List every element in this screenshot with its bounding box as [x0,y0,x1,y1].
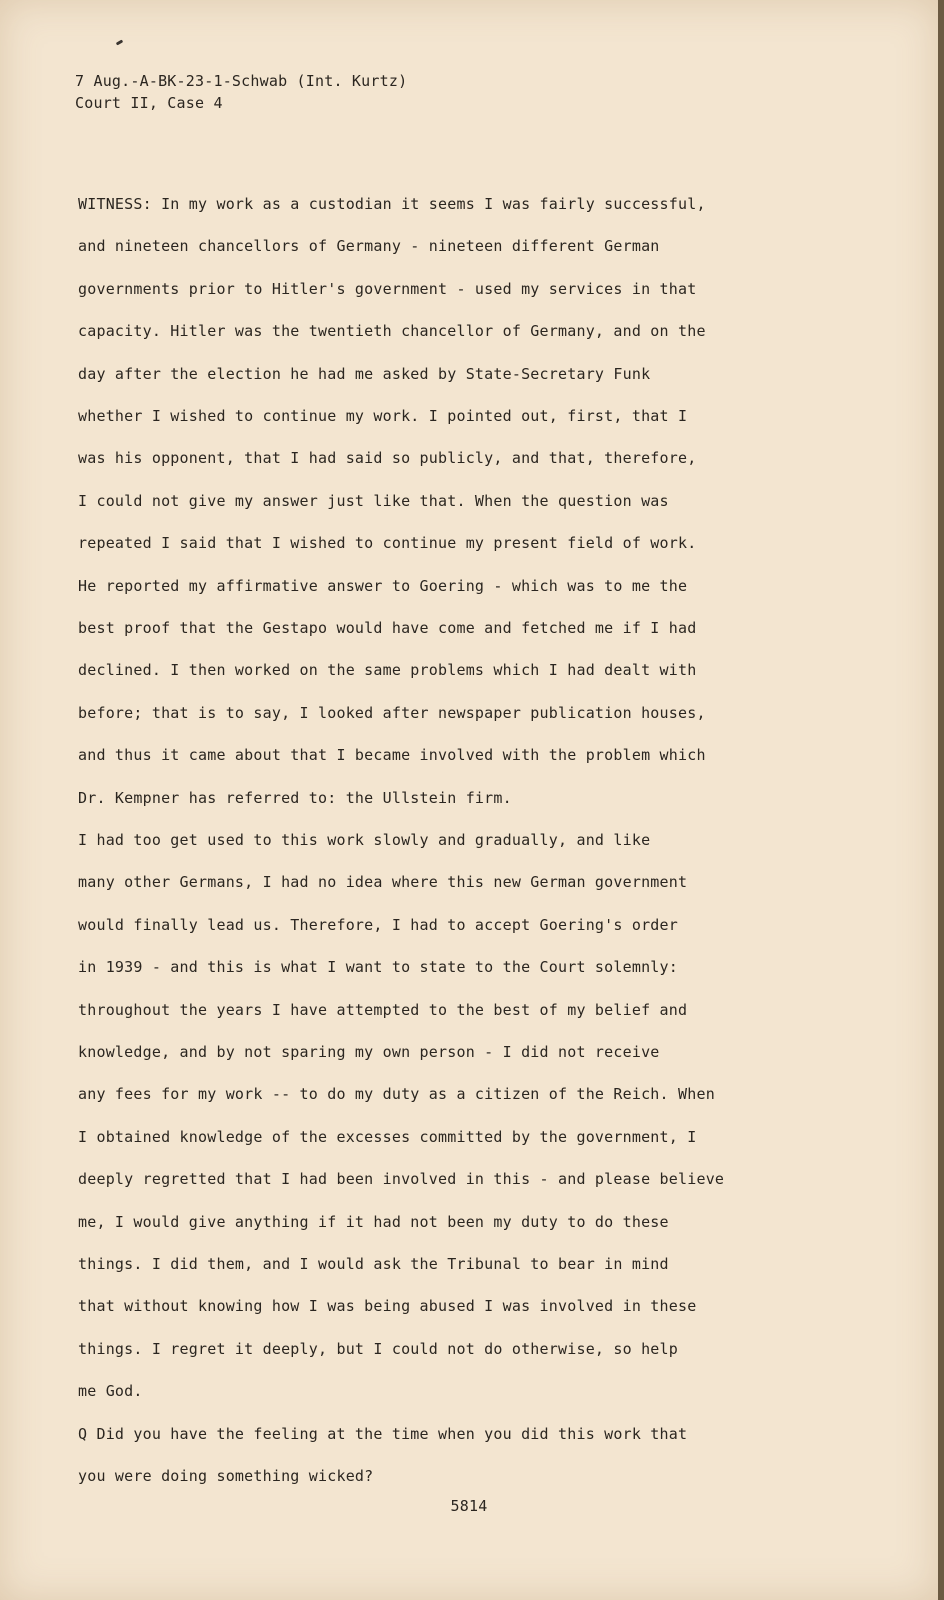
body-line: Q Did you have the feeling at the time when you did this work that [78,1424,688,1443]
body-line: repeated I said that I wished to continue my present field of work. [78,534,697,553]
body-line: things. I regret it deeply, but I could not do otherwise, so help [78,1339,678,1358]
body-line: capacity. Hitler was the twentieth chancellor of Germany, and on the [78,322,706,341]
body-line: would finally lead us. Therefore, I had to accept Goering's order [78,915,678,934]
body-line: and nineteen chancellors of Germany - nineteen different German [78,237,660,256]
body-line: you were doing something wicked? [78,1467,374,1485]
body-line: before; that is to say, I looked after newspaper publication houses, [78,703,706,722]
body-line: day after the election he had me asked by State-Secretary Funk [78,364,651,383]
body-line: He reported my affirmative answer to Goering - which was to me the [78,576,688,595]
body-line: deeply regretted that I had been involved in this - and please believe [78,1170,725,1189]
body-line: me, I would give anything if it had not been my duty to do these [78,1212,669,1231]
header-reference-line: 7 Aug.-A-BK-23-1-Schwab (Int. Kurtz) [75,72,408,90]
body-line: was his opponent, that I had said so publicly, and that, therefore, [78,449,697,468]
header-court-line: Court II, Case 4 [75,94,223,112]
body-line: best proof that the Gestapo would have come and fetched me if I had [78,619,697,637]
body-line: I obtained knowledge of the excesses committed by the government, I [78,1127,697,1146]
body-line: governments prior to Hitler's government - used my services in that [78,279,697,298]
page-edge [938,0,944,1600]
document-header [75,70,407,114]
body-line: throughout the years I have attempted to the best of my belief and [78,1000,688,1019]
body-line: WITNESS: In my work as a custodian it seems I was fairly successful, [78,195,706,213]
pen-mark [116,39,124,45]
body-line: that without knowing how I was being abused I was involved in these [78,1297,697,1316]
page-number: 5814 [450,1497,488,1515]
body-line: and thus it came about that I became involved with the problem which [78,746,706,765]
body-line: declined. I then worked on the same problems which I had dealt with [78,661,697,680]
body-line: many other Germans, I had no idea where this new German government [78,873,688,892]
body-line: knowledge, and by not sparing my own person - I did not receive [78,1043,660,1061]
body-line: in 1939 - and this is what I want to state to the Court solemnly: [78,958,678,977]
body-line: things. I did them, and I would ask the Tribunal to bear in mind [78,1255,669,1273]
body-line: Dr. Kempner has referred to: the Ullstein firm. [78,788,512,807]
body-line: me God. [78,1382,143,1401]
body-line: I could not give my answer just like that. When the question was [78,491,669,510]
body-line: whether I wished to continue my work. I pointed out, first, that I [78,407,688,425]
body-line: I had too get used to this work slowly and gradually, and like [78,831,651,849]
body-line: any fees for my work -- to do my duty as a citizen of the Reich. When [78,1085,715,1104]
